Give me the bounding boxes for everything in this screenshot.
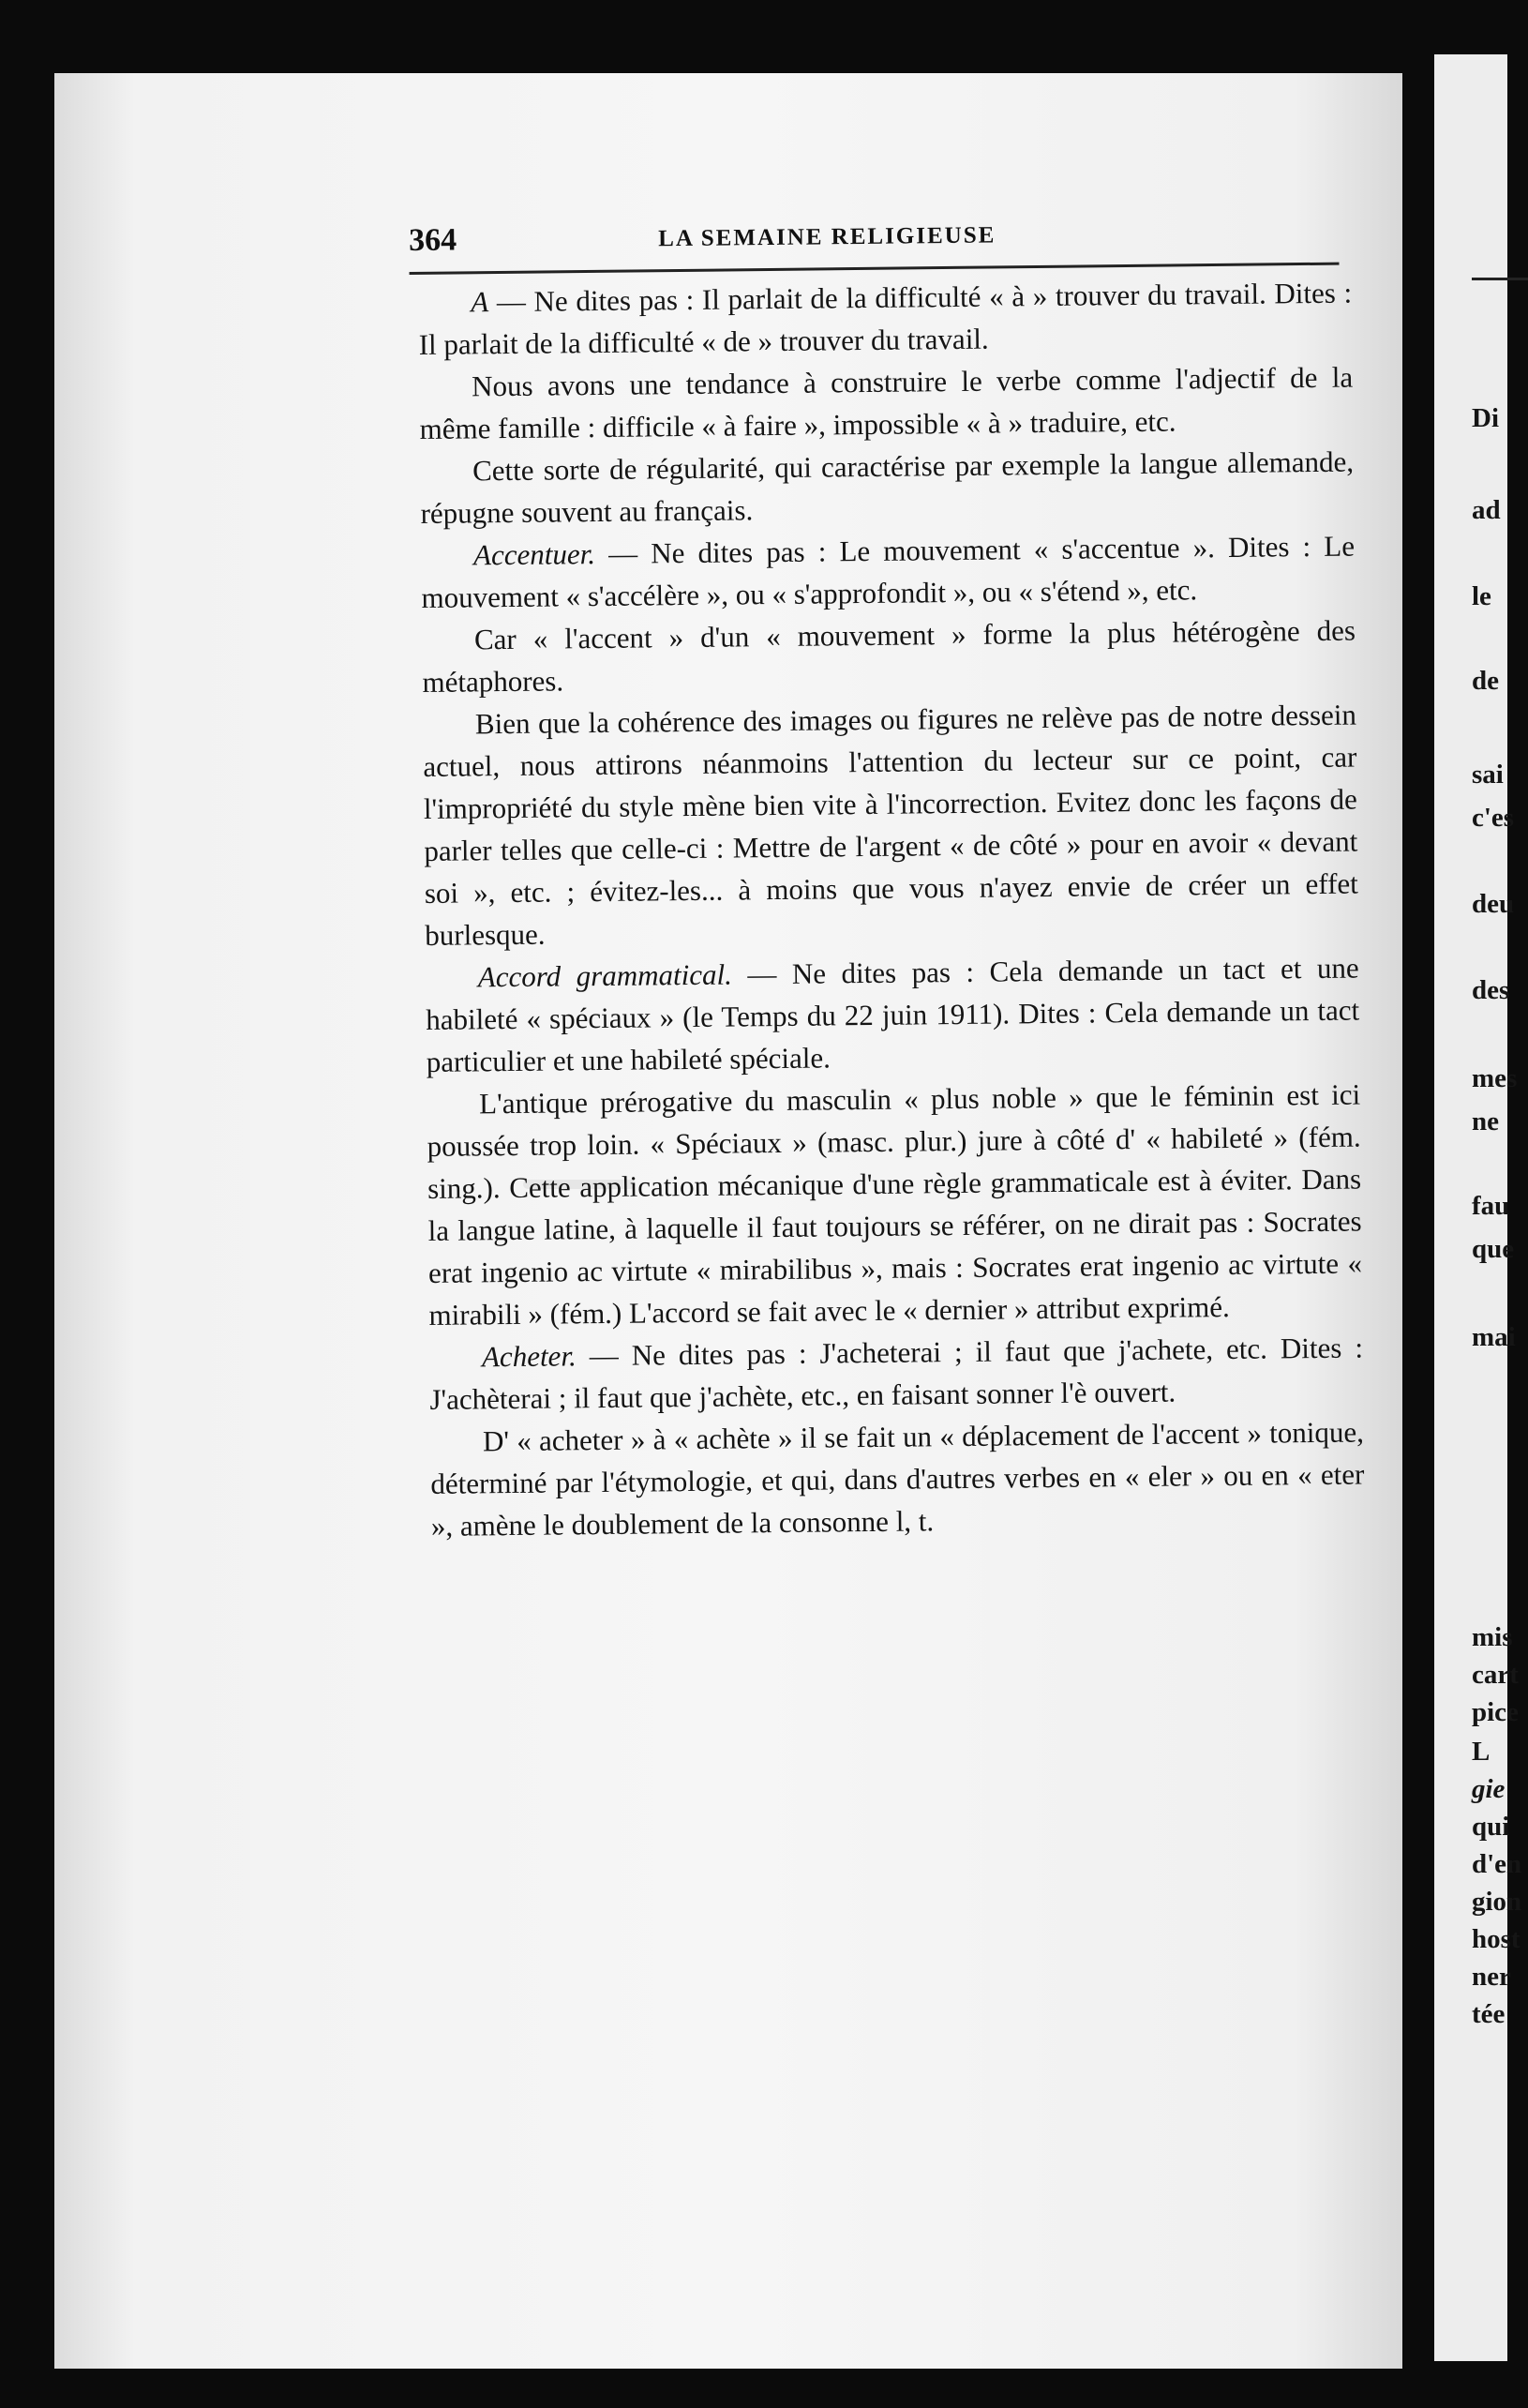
facing-fragment: que bbox=[1472, 1234, 1515, 1264]
facing-fragment: cart bbox=[1472, 1660, 1519, 1690]
paragraph-text: — Ne dites pas : Cela demande un tact et une habileté « spéciaux » (le Temps du 22 juin 1911). Dites : Cela demande un tact particulier et une habileté spéciale. bbox=[426, 951, 1360, 1078]
paragraph-text: D' « acheter » à « achète » il se fait un « déplacement de l'accent » tonique, déterminé par l'étymologie, et qui, dans d'autres verbes en « eler » ou en « eter », amène le doublement de la consonne l, t. bbox=[430, 1415, 1365, 1543]
paragraph-text: L'antique prérogative du masculin « plus noble » que le féminin est ici poussée trop loin. « Spéciaux » (masc. plur.) jure à côté d' « habileté » (fém. sing.). Cette application mécanique d'une règle grammaticale est à éviter. Dans la langue latine, à laquelle il faut toujours se référer, on ne dirait pas : Socrates erat ingenio ac virtute « mirabilibus », mais : Socrates erat ingenio ac virtute « mirabili » (fém.) L'accord se fait avec le « dernier » attribut exprimé. bbox=[427, 1077, 1363, 1332]
facing-fragment: qui bbox=[1472, 1812, 1510, 1842]
paragraph bbox=[429, 1327, 1364, 1421]
facing-fragment: mis bbox=[1472, 1622, 1513, 1652]
paragraph-text: Nous avons une tendance à construire le verbe comme l'adjectif de la même famille : difficile « à faire », impossible « à » traduire, etc. bbox=[419, 360, 1354, 445]
facing-fragment: fau bbox=[1472, 1191, 1510, 1221]
entry-term: A bbox=[471, 285, 489, 319]
paragraph-text: — Ne dites pas : Le mouvement « s'accentue ». Dites : Le mouvement « s'accélère », ou « s'approfondit », ou « s'étend », etc. bbox=[421, 529, 1356, 614]
facing-fragment: sai bbox=[1472, 760, 1504, 790]
paragraph-text: Bien que la cohérence des images ou figures ne relève pas de notre dessein actuel, nous attirons néanmoins l'attention du lecteur sur ce point, car l'impropriété du style mène bien vite à l'incorrection. Evitez donc les façons de parler telles que celle-ci : Mettre de l'argent « de côté » pour en avoir « devant soi », etc. ; évitez-les... à moins que vous n'ayez envie de créer un effet burlesque. bbox=[423, 698, 1358, 952]
paragraph-text: Car « l'accent » d'un « mouvement » forme la plus hétérogène des métaphores. bbox=[422, 613, 1356, 699]
paragraph-text: — Ne dites pas : Il parlait de la difficulté « à » trouver du travail. Dites : Il parlait de la difficulté « de » trouver du travail. bbox=[418, 276, 1353, 361]
facing-header-rule bbox=[1472, 278, 1528, 280]
body-text bbox=[418, 272, 1365, 1547]
paragraph bbox=[423, 694, 1359, 956]
facing-fragment: mai bbox=[1472, 1322, 1516, 1352]
facing-fragment: gie bbox=[1472, 1774, 1506, 1804]
facing-fragment: ad bbox=[1472, 495, 1501, 525]
page-header bbox=[409, 214, 1347, 279]
facing-fragment: ner bbox=[1472, 1962, 1511, 1992]
facing-fragment: d'en bbox=[1472, 1849, 1522, 1879]
paragraph-text: — Ne dites pas : J'acheterai ; il faut que j'achete, etc. Dites : J'achèterai ; il faut que j'achète, etc., en faisant sonner l'è ouvert. bbox=[429, 1331, 1364, 1416]
facing-fragment: tée bbox=[1472, 1999, 1506, 2029]
paragraph bbox=[427, 1074, 1363, 1336]
facing-fragment: Di bbox=[1472, 403, 1499, 433]
facing-fragment: mes bbox=[1472, 1063, 1518, 1093]
entry-term: Accentuer. bbox=[472, 537, 596, 572]
facing-fragment: des bbox=[1472, 975, 1510, 1005]
paragraph bbox=[430, 1411, 1365, 1547]
facing-page-edge bbox=[1434, 54, 1522, 2361]
paragraph bbox=[421, 525, 1356, 619]
paragraph bbox=[419, 356, 1354, 450]
entry-term: Acheter. bbox=[481, 1339, 577, 1374]
running-title: LA SEMAINE RELIGIEUSE bbox=[658, 222, 996, 252]
paragraph-text: Cette sorte de régularité, qui caractérise par exemple la langue allemande, répugne souvent au français. bbox=[420, 444, 1355, 530]
facing-fragment: le bbox=[1472, 581, 1491, 611]
entry-term: Accord grammatical. bbox=[477, 957, 733, 994]
facing-fragment: pice bbox=[1472, 1697, 1519, 1727]
paragraph bbox=[420, 441, 1355, 534]
paragraph bbox=[422, 610, 1356, 703]
paragraph bbox=[426, 947, 1360, 1083]
facing-fragment: c'es bbox=[1472, 803, 1515, 833]
facing-fragment: de bbox=[1472, 666, 1499, 696]
facing-fragment: ne bbox=[1472, 1106, 1499, 1136]
page-number: 364 bbox=[409, 222, 457, 258]
paragraph bbox=[418, 272, 1353, 366]
facing-fragment: deu bbox=[1472, 889, 1515, 919]
facing-fragment: gion bbox=[1472, 1887, 1522, 1917]
facing-fragment: host bbox=[1472, 1924, 1521, 1954]
facing-fragment: L bbox=[1472, 1737, 1491, 1767]
